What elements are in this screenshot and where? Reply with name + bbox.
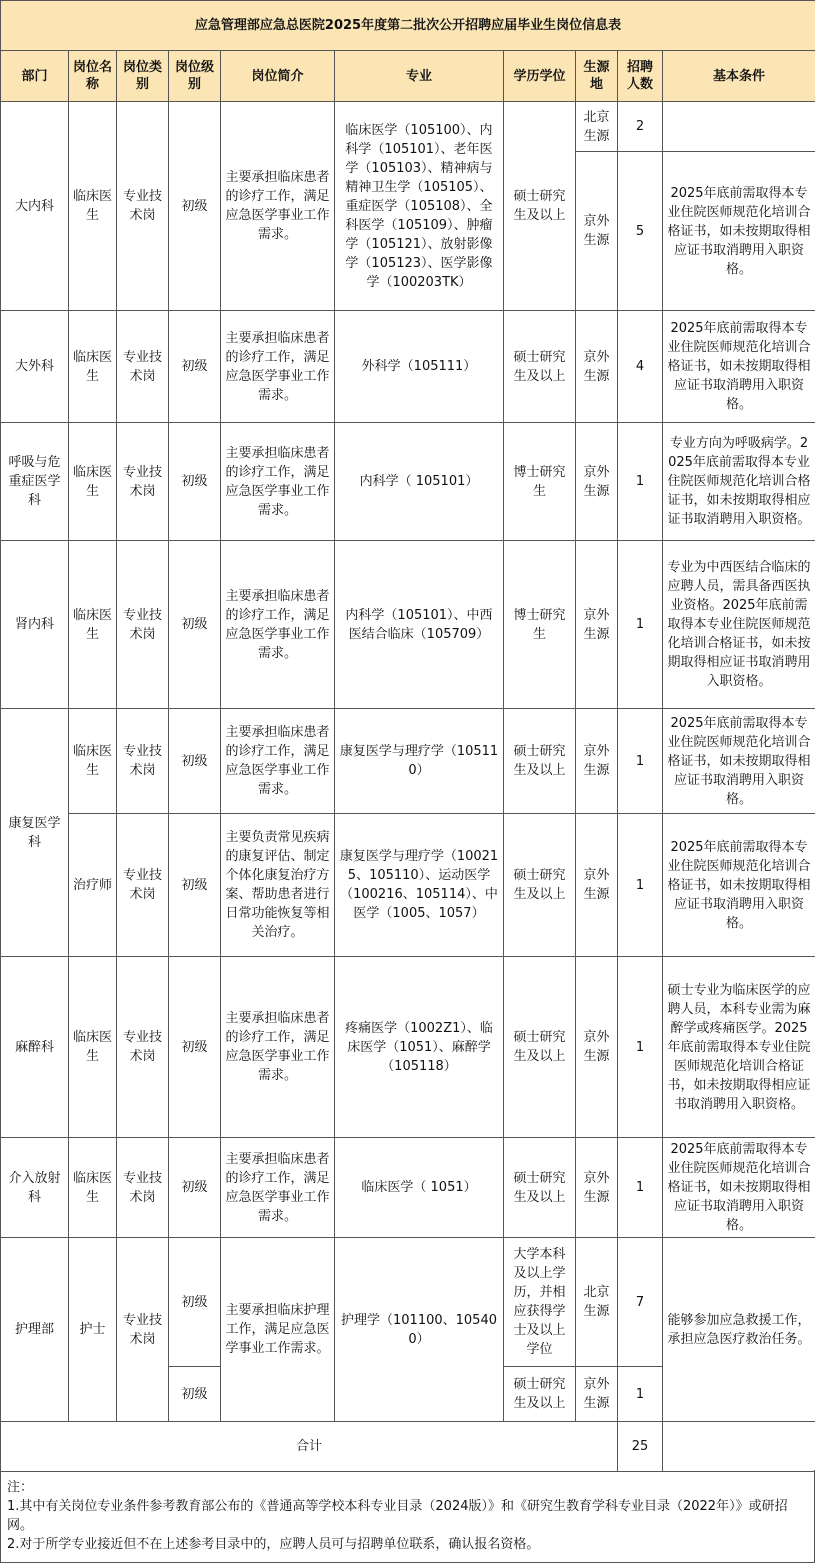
cell-education: 博士研究生 [504, 423, 576, 541]
cell-education: 硕士研究生及以上 [504, 814, 576, 957]
cell-major: 护理学（101100、105400） [335, 1238, 504, 1422]
cell-post-type: 专业技术岗 [117, 541, 169, 709]
cell-education: 硕士研究生及以上 [504, 1367, 576, 1422]
cell-condition: 专业为中西医结合临床的应聘人员，需具备西医执业资格。2025年底前需取得本专业住院医师规范化培训合格证书，如未按期取得相应证书取消聘用入职资格。 [663, 541, 815, 709]
cell-dept: 大外科 [1, 311, 69, 423]
cell-post-name: 临床医生 [69, 311, 117, 423]
table-row [1, 311, 815, 423]
cell-dept: 康复医学科 [1, 709, 69, 957]
header-post-name: 岗位名称 [69, 51, 117, 102]
table-row [1, 102, 815, 152]
cell-count: 1 [618, 709, 663, 814]
cell-origin: 京外生源 [576, 1367, 618, 1422]
note-line-2: 2.对于所学专业接近但不在上述参考目录中的，应聘人员可与招聘单位联系，确认报名资格。 [7, 1537, 540, 1552]
cell-major: 康复医学与理疗学（105110） [335, 709, 504, 814]
header-origin: 生源地 [576, 51, 618, 102]
cell-post-intro: 主要承担临床患者的诊疗工作，满足应急医学事业工作需求。 [221, 957, 335, 1138]
notes-section [0, 1470, 815, 1563]
cell-count: 1 [618, 1138, 663, 1238]
table-row [1, 814, 815, 957]
cell-post-intro: 主要承担临床护理工作，满足应急医学事业工作需求。 [221, 1238, 335, 1422]
cell-post-intro: 主要承担临床患者的诊疗工作，满足应急医学事业工作需求。 [221, 709, 335, 814]
cell-origin: 京外生源 [576, 311, 618, 423]
cell-education: 硕士研究生及以上 [504, 1138, 576, 1238]
cell-post-name: 临床医生 [69, 709, 117, 814]
header-post-type: 岗位类别 [117, 51, 169, 102]
cell-post-type: 专业技术岗 [117, 709, 169, 814]
cell-post-name: 治疗师 [69, 814, 117, 957]
cell-post-level: 初级 [169, 1367, 221, 1422]
notes-heading: 注： [7, 1480, 34, 1495]
table-row [1, 709, 815, 814]
cell-post-name: 临床医生 [69, 1138, 117, 1238]
cell-major: 外科学（105111） [335, 311, 504, 423]
cell-origin: 京外生源 [576, 423, 618, 541]
header-count: 招聘人数 [618, 51, 663, 102]
cell-origin: 京外生源 [576, 814, 618, 957]
cell-education: 硕士研究生及以上 [504, 957, 576, 1138]
total-empty [663, 1422, 815, 1472]
cell-post-level: 初级 [169, 1138, 221, 1238]
cell-origin: 京外生源 [576, 541, 618, 709]
cell-post-intro: 主要承担临床患者的诊疗工作，满足应急医学事业工作需求。 [221, 1138, 335, 1238]
cell-condition: 能够参加应急救援工作，承担应急医疗救治任务。 [663, 1238, 815, 1422]
cell-post-level: 初级 [169, 814, 221, 957]
cell-major: 内科学（ 105101） [335, 423, 504, 541]
cell-origin: 京外生源 [576, 957, 618, 1138]
header-post-level: 岗位级别 [169, 51, 221, 102]
cell-post-intro: 主要承担临床患者的诊疗工作，满足应急医学事业工作需求。 [221, 423, 335, 541]
cell-condition-empty [663, 102, 815, 152]
cell-dept: 大内科 [1, 102, 69, 311]
cell-major: 疼痛医学（1002Z1）、临床医学（1051）、麻醉学（105118） [335, 957, 504, 1138]
cell-origin: 北京生源 [576, 1238, 618, 1367]
cell-count: 1 [618, 541, 663, 709]
cell-post-intro: 主要承担临床患者的诊疗工作，满足应急医学事业工作需求。 [221, 311, 335, 423]
cell-origin: 京外生源 [576, 709, 618, 814]
cell-post-type: 专业技术岗 [117, 102, 169, 311]
cell-condition: 2025年底前需取得本专业住院医师规范化培训合格证书，如未按期取得相应证书取消聘用入职资格。 [663, 152, 815, 311]
cell-dept: 介入放射科 [1, 1138, 69, 1238]
cell-major: 康复医学与理疗学（100215、105110）、运动医学（100216、105114）、中医学（1005、1057） [335, 814, 504, 957]
table-row [1, 541, 815, 709]
cell-condition: 2025年底前需取得本专业住院医师规范化培训合格证书，如未按期取得相应证书取消聘用入职资格。 [663, 311, 815, 423]
cell-post-type: 专业技术岗 [117, 957, 169, 1138]
cell-post-name: 临床医生 [69, 541, 117, 709]
cell-post-intro: 主要承担临床患者的诊疗工作，满足应急医学事业工作需求。 [221, 102, 335, 311]
cell-post-type: 专业技术岗 [117, 311, 169, 423]
cell-count: 1 [618, 1367, 663, 1422]
cell-education: 硕士研究生及以上 [504, 709, 576, 814]
table-row [1, 423, 815, 541]
cell-post-level: 初级 [169, 1238, 221, 1367]
table-title: 应急管理部应急总医院2025年度第二批次公开招聘应届毕业生岗位信息表 [1, 1, 815, 51]
table-row [1, 1238, 815, 1367]
cell-post-level: 初级 [169, 709, 221, 814]
header-condition: 基本条件 [663, 51, 815, 102]
cell-condition: 2025年底前需取得本专业住院医师规范化培训合格证书，如未按期取得相应证书取消聘用入职资格。 [663, 709, 815, 814]
cell-post-level: 初级 [169, 541, 221, 709]
cell-post-name: 护士 [69, 1238, 117, 1422]
cell-post-type: 专业技术岗 [117, 814, 169, 957]
cell-origin: 京外生源 [576, 152, 618, 311]
cell-condition: 专业方向为呼吸病学。2025年底前需取得本专业住院医师规范化培训合格证书，如未按期取得相应证书取消聘用入职资格。 [663, 423, 815, 541]
note-line-1: 1.其中有关岗位专业条件参考教育部公布的《普通高等学校本科专业目录（2024版）》和《研究生教育学科专业目录（2022年）》或研招网。 [7, 1499, 788, 1533]
cell-condition: 2025年底前需取得本专业住院医师规范化培训合格证书，如未按期取得相应证书取消聘用入职资格。 [663, 1138, 815, 1238]
cell-count: 1 [618, 957, 663, 1138]
cell-post-type: 专业技术岗 [117, 1138, 169, 1238]
header-post-intro: 岗位简介 [221, 51, 335, 102]
cell-origin: 北京生源 [576, 102, 618, 152]
cell-count: 2 [618, 102, 663, 152]
cell-condition: 2025年底前需取得本专业住院医师规范化培训合格证书，如未按期取得相应证书取消聘用入职资格。 [663, 814, 815, 957]
cell-education: 硕士研究生及以上 [504, 311, 576, 423]
cell-post-type: 专业技术岗 [117, 423, 169, 541]
cell-post-name: 临床医生 [69, 957, 117, 1138]
header-row [1, 51, 815, 102]
header-dept: 部门 [1, 51, 69, 102]
cell-education: 硕士研究生及以上 [504, 102, 576, 311]
cell-post-intro: 主要负责常见疾病的康复评估、制定个体化康复治疗方案、帮助患者进行日常功能恢复等相关治疗。 [221, 814, 335, 957]
cell-dept: 肾内科 [1, 541, 69, 709]
cell-post-level: 初级 [169, 102, 221, 311]
cell-count: 1 [618, 423, 663, 541]
cell-origin: 京外生源 [576, 1138, 618, 1238]
cell-dept: 护理部 [1, 1238, 69, 1422]
table-row [1, 957, 815, 1138]
cell-post-level: 初级 [169, 423, 221, 541]
cell-condition: 硕士专业为临床医学的应聘人员，本科专业需为麻醉学或疼痛医学。2025年底前需取得本专业住院医师规范化培训合格证书，如未按期取得相应证书取消聘用入职资格。 [663, 957, 815, 1138]
cell-post-type: 专业技术岗 [117, 1238, 169, 1422]
cell-count: 7 [618, 1238, 663, 1367]
total-count: 25 [618, 1422, 663, 1472]
cell-count: 1 [618, 814, 663, 957]
cell-major: 内科学（105101）、中西医结合临床（105709） [335, 541, 504, 709]
header-major: 专业 [335, 51, 504, 102]
cell-dept: 呼吸与危重症医学科 [1, 423, 69, 541]
cell-post-level: 初级 [169, 311, 221, 423]
cell-post-name: 临床医生 [69, 423, 117, 541]
cell-education: 大学本科及以上学历，并相应获得学士及以上学位 [504, 1238, 576, 1367]
cell-post-intro: 主要承担临床患者的诊疗工作，满足应急医学事业工作需求。 [221, 541, 335, 709]
cell-count: 4 [618, 311, 663, 423]
cell-post-level: 初级 [169, 957, 221, 1138]
header-education: 学历学位 [504, 51, 576, 102]
cell-dept: 麻醉科 [1, 957, 69, 1138]
table-row [1, 1138, 815, 1238]
cell-education: 博士研究生 [504, 541, 576, 709]
cell-post-name: 临床医生 [69, 102, 117, 311]
total-row [1, 1422, 815, 1472]
cell-count: 5 [618, 152, 663, 311]
total-label: 合计 [1, 1422, 618, 1472]
cell-major: 临床医学（105100）、内科学（105101）、老年医学（105103）、精神病与精神卫生学（105105）、重症医学（105108）、全科医学（105109）、肿瘤学（105121）、放射影像学（105123）、医学影像学（100203TK） [335, 102, 504, 311]
cell-major: 临床医学（ 1051） [335, 1138, 504, 1238]
